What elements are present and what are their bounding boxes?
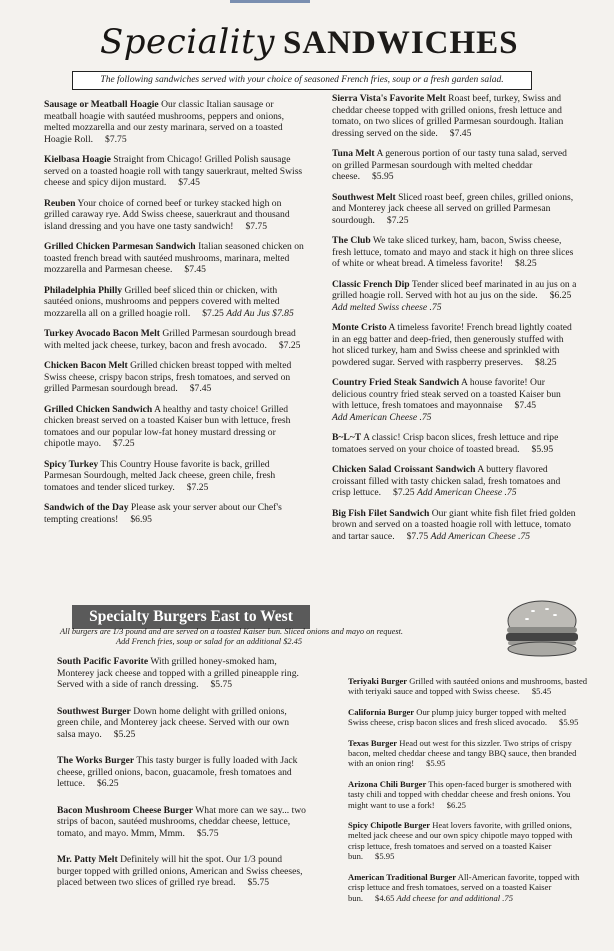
menu-item-price: $6.25 [96,778,119,789]
menu-item [44,241,306,276]
title-script: Speciality [100,22,275,62]
menu-item [57,656,307,691]
menu-item-description: Tender sliced beef marinated in au jus on a grilled hoagie roll. Served with hot au jus on the side. [332,278,577,301]
menu-item-description: Heat lovers favorite, with grilled onions, melted jack cheese and our own spicy chipotle mayo topped with crisp lettuce, fresh tomatoes and served on a toasted Kaiser bun. [348,820,573,862]
menu-item [57,805,307,840]
menu-item-description: With grilled honey-smoked ham, Monterey jack cheese and topped with a grilled pineapple ring. Served with a side of ranch dressing. [57,656,299,690]
menu-item-price: $7.45 [449,127,472,139]
menu-item-addon: Add melted Swiss cheese .75 [332,301,442,313]
menu-item [348,872,588,903]
menu-item-description: All-American favorite, topped with crisp lettuce and fresh tomatoes, served on a toasted Kaiser bun. [348,871,580,903]
menu-item-name: Mr. Patty Melt [57,854,118,865]
menu-item-description: This open-faced burger is smothered with tasty chili and topped with cheddar cheese and fresh onions. You might want to use a fork! [348,778,572,810]
menu-item-price: $7.25 [393,487,415,498]
menu-item-description: Our plump juicy burger topped with melted Swiss cheese, crisp bacon slices and fresh sliced avocado. [348,706,567,728]
menu-item-name: American Traditional Burger [348,871,457,882]
menu-item-addon: Add cheese for and additional .75 [396,892,514,903]
menu-item-description: Please ask your server about our Chef's tempting creations! [44,502,282,525]
menu-item [44,360,306,395]
menu-item [44,198,306,233]
menu-item-price: $7.25 [186,481,209,493]
menu-item [348,676,588,697]
menu-item-description: A house favorite! Our delicious country fried steak served on a toasted Kaiser bun with lettuce, fresh tomatoes and mayonnaise [332,377,561,411]
menu-item-description: Sliced roast beef, green chiles, grilled onions, and Monterey jack cheese all served on grilled Parmesan sourdough. [332,191,574,226]
menu-item [332,322,578,368]
menu-item-addon: Add American Cheese .75 [332,411,432,423]
menu-item [348,707,588,728]
menu-item-name: Southwest Burger [57,705,131,717]
menu-item [348,779,588,810]
left-burger-column [57,656,307,904]
menu-item [57,755,307,790]
menu-item-price: $6.25 [549,290,572,301]
menu-item-description: Grilled chicken breast topped with melted Swiss cheese, crispy bacon strips, fresh tomatoes, and served on grilled Parmesan sourdough bread. [44,360,292,394]
menu-item-description: This Country House favorite is back, grilled Parmesan Sourdough, melted Jack cheese, green chile, fresh tomatoes and tender sliced turkey. [44,458,276,493]
menu-item-price: $7.25 [278,339,301,351]
menu-item [57,706,307,741]
menu-item [44,154,306,189]
menu-item [332,377,578,423]
menu-item-name: Country Fried Steak Sandwich [332,377,460,388]
menu-item-price: $7.45 [514,400,537,411]
title-main: SANDWICHES [282,25,519,61]
menu-item [332,93,578,139]
menu-item [332,235,578,270]
menu-item-price: $7.75 [245,220,268,232]
menu-item-name: Chicken Bacon Melt [44,360,128,371]
menu-item [44,459,306,494]
menu-item-name: Texas Burger [348,737,398,748]
menu-item-description: Down home delight with grilled onions, green chile, and Monterey jack cheese. Served with our own salsa mayo. [57,705,290,740]
menu-item-price: $8.25 [515,258,537,269]
menu-item-name: Kielbasa Hoagie [44,154,111,165]
menu-item-name: Philadelphia Philly [44,284,123,296]
burger-note-line: All burgers are 1/3 pound and are served on a toasted Kaiser bun. Sliced onions and mayo on request. [60,627,404,636]
menu-item-description: Our classic Italian sausage or meatball hoagie with sautéed mushrooms, peppers and onions, melted mozzarella and our zesty marinara, served on a toasted Hoagie Roll. [44,99,285,145]
menu-item-name: California Burger [348,706,415,717]
menu-item-name: Sierra Vista's Favorite Melt [332,93,446,104]
menu-item-price: $8.25 [535,356,557,368]
menu-item-name: Reuben [44,197,76,209]
menu-item-price: $5.95 [375,851,395,862]
menu-item [332,279,578,314]
menu-item-price: $5.95 [371,171,394,182]
menu-item-price: $7.45 [178,177,200,188]
menu-item-description: We take sliced turkey, ham, bacon, Swiss cheese, fresh lettuce, tomato and mayo and stack it high on three slices of white or wheat bread. A timeless favorite! [332,235,574,269]
menu-item-addon: Add American Cheese .75 [417,487,517,498]
burger-note-line: Add French fries, soup or salad for an additional $2.45 [116,637,303,646]
menu-item [348,738,588,769]
menu-item-price: $6.25 [446,799,466,810]
menu-item-price: $6.95 [130,513,152,525]
menu-item-price: $7.25 [113,438,135,449]
menu-item-name: Monte Cristo [332,322,387,333]
menu-item-description: A timeless favorite! French bread lightly coated in an egg batter and deep-fried, then generously stuffed with hot sliced turkey, ham and Swiss cheese and sprinkled with powdered sugar. Served with raspberry preserves. [332,322,572,368]
menu-item-description: Your choice of corned beef or turkey stacked high on grilled caraway rye. Add Swiss cheese, sauerkraut and thousand island dressing and you have one tasty sandwich! [44,197,290,232]
subtitle-bar: The following sandwiches served with your choice of seasoned French fries, soup or a fresh garden salad. [72,71,532,90]
menu-item-name: Turkey Avocado Bacon Melt [44,328,160,339]
right-burger-column [348,676,588,913]
menu-item [44,99,306,145]
menu-item-price: $5.95 [426,758,446,769]
menu-item-name: Grilled Chicken Sandwich [44,403,153,415]
menu-item-description: Grilled with sautéed onions and mushrooms, basted with teriyaki sauce and topped with Swiss cheese. [348,676,588,697]
menu-item-description: This tasty burger is fully loaded with Jack cheese, grilled onions, bacon, guacamole, fresh tomatoes and lettuce. [57,755,298,789]
menu-item-description: Straight from Chicago! Grilled Polish sausage served on a toasted hoagie roll with tangy sauerkraut, melted Swiss cheese and spicy dijon mustard. [44,154,303,188]
menu-item-price: $7.45 [184,264,206,275]
menu-item-price: $7.75 [105,133,127,145]
menu-item-price: $5.25 [113,728,136,740]
menu-item [332,464,578,499]
menu-item-name: Southwest Melt [332,191,396,203]
menu-item [44,502,306,525]
menu-item [332,508,578,543]
menu-item-description: A classic! Crisp bacon slices, fresh lettuce and ripe tomatoes served on your choice of toasted bread. [332,432,559,455]
menu-item-description: Grilled Parmesan sourdough bread with melted jack cheese, turkey, bacon and fresh avocado. [44,328,296,351]
menu-item-name: Sausage or Meatball Hoagie [44,99,159,110]
menu-item-name: Spicy Chipotle Burger [348,820,431,831]
menu-item-price: $5.95 [531,443,554,455]
menu-item-description: Grilled beef sliced thin or chicken, with sautéed onions, mushrooms and peppers covered with melted mozzarella all on a grilled hoagie roll. [44,284,280,319]
menu-item [57,854,307,889]
menu-item [332,192,578,227]
menu-item-price: $5.75 [247,877,270,888]
menu-item-description: A generous portion of our tasty tuna salad, served on grilled Parmesan sourdough with melted cheddar cheese. [332,148,567,182]
menu-item-price: $5.75 [196,827,219,839]
menu-item-price: $5.45 [531,686,552,697]
menu-item-price: $4.65 [375,892,395,903]
menu-item-addon: Add Au Jus $7.85 [226,307,294,319]
hamburger-icon [503,597,581,657]
left-sandwich-column [44,99,306,534]
menu-item-name: The Works Burger [57,755,135,766]
menu-item-description: A healthy and tasty choice! Grilled chicken breast served on a toasted Kaiser bun with lettuce, fresh tomatoes and our popular low-fat honey mustard dressing or chipotle mayo. [44,403,291,449]
menu-item-price: $5.75 [210,679,233,690]
menu-item-name: Big Fish Filet Sandwich [332,507,430,519]
menu-item-description: Definitely will hit the spot. Our 1/3 pound burger topped with grilled onions, American and Swiss cheeses, placed between two slices of grilled rye bread. [57,854,303,888]
menu-item [44,404,306,450]
menu-item-price: $7.25 [202,307,224,319]
menu-item-description: A buttery flavored croissant filled with tasty chicken salad, fresh tomatoes and crisp lettuce. [332,464,561,498]
burger-section-banner: Specialty Burgers East to West [72,605,310,629]
menu-item-name: Teriyaki Burger [348,676,408,686]
menu-item [332,432,578,455]
menu-item-description: Italian seasoned chicken on toasted french bread with sautéed mushrooms, marinara, melted mozzarella and Parmesan cheese. [44,241,304,275]
menu-item-name: Sandwich of the Day [44,502,129,513]
top-edge-mark [230,0,310,3]
menu-item-description: Our giant white fish filet fried golden brown and served on a toasted hoagie roll with lettuce, tomato and tartar sauce. [332,507,576,542]
menu-item-description: What more can we say... two strips of bacon, sautéed mushrooms, cheddar cheese, lettuce, tomato, and mayo. Mmm, Mmm. [57,804,306,839]
menu-item-name: The Club [332,235,371,246]
menu-item-name: Classic French Dip [332,278,410,290]
menu-item-price: $5.95 [559,717,579,728]
menu-item-name: Tuna Melt [332,148,375,159]
menu-item-price: $7.75 [406,530,429,542]
right-sandwich-column [332,93,578,551]
menu-item-description: Head out west for this sizzler. Two strips of crispy bacon, melted cheddar cheese and tangy BBQ sauce, then branded with an onion ring! [348,737,577,769]
menu-item-name: Grilled Chicken Parmesan Sandwich [44,241,196,252]
menu-item [44,328,306,351]
menu-item-description: Roast beef, turkey, Swiss and cheddar cheese topped with grilled onions, fresh lettuce and tomato, on two slices of grilled Parmesan sourdough. Italian dressing served on the side. [332,93,564,139]
menu-item-addon: Add American Cheese .75 [430,530,531,542]
menu-item-price: $7.25 [386,214,409,226]
menu-item-name: Chicken Salad Croissant Sandwich [332,464,476,475]
menu-item [348,820,588,862]
menu-item [332,148,578,183]
menu-item-name: Arizona Chili Burger [348,778,427,789]
burger-section-note [60,627,480,647]
menu-item-name: Bacon Mushroom Cheese Burger [57,804,193,816]
page-title [100,22,580,72]
menu-item-name: Spicy Turkey [44,458,99,470]
menu-item-name: South Pacific Favorite [57,656,149,667]
menu-item-name: B~L~T [332,432,362,443]
menu-item-price: $7.45 [189,383,212,394]
menu-item [44,285,306,320]
